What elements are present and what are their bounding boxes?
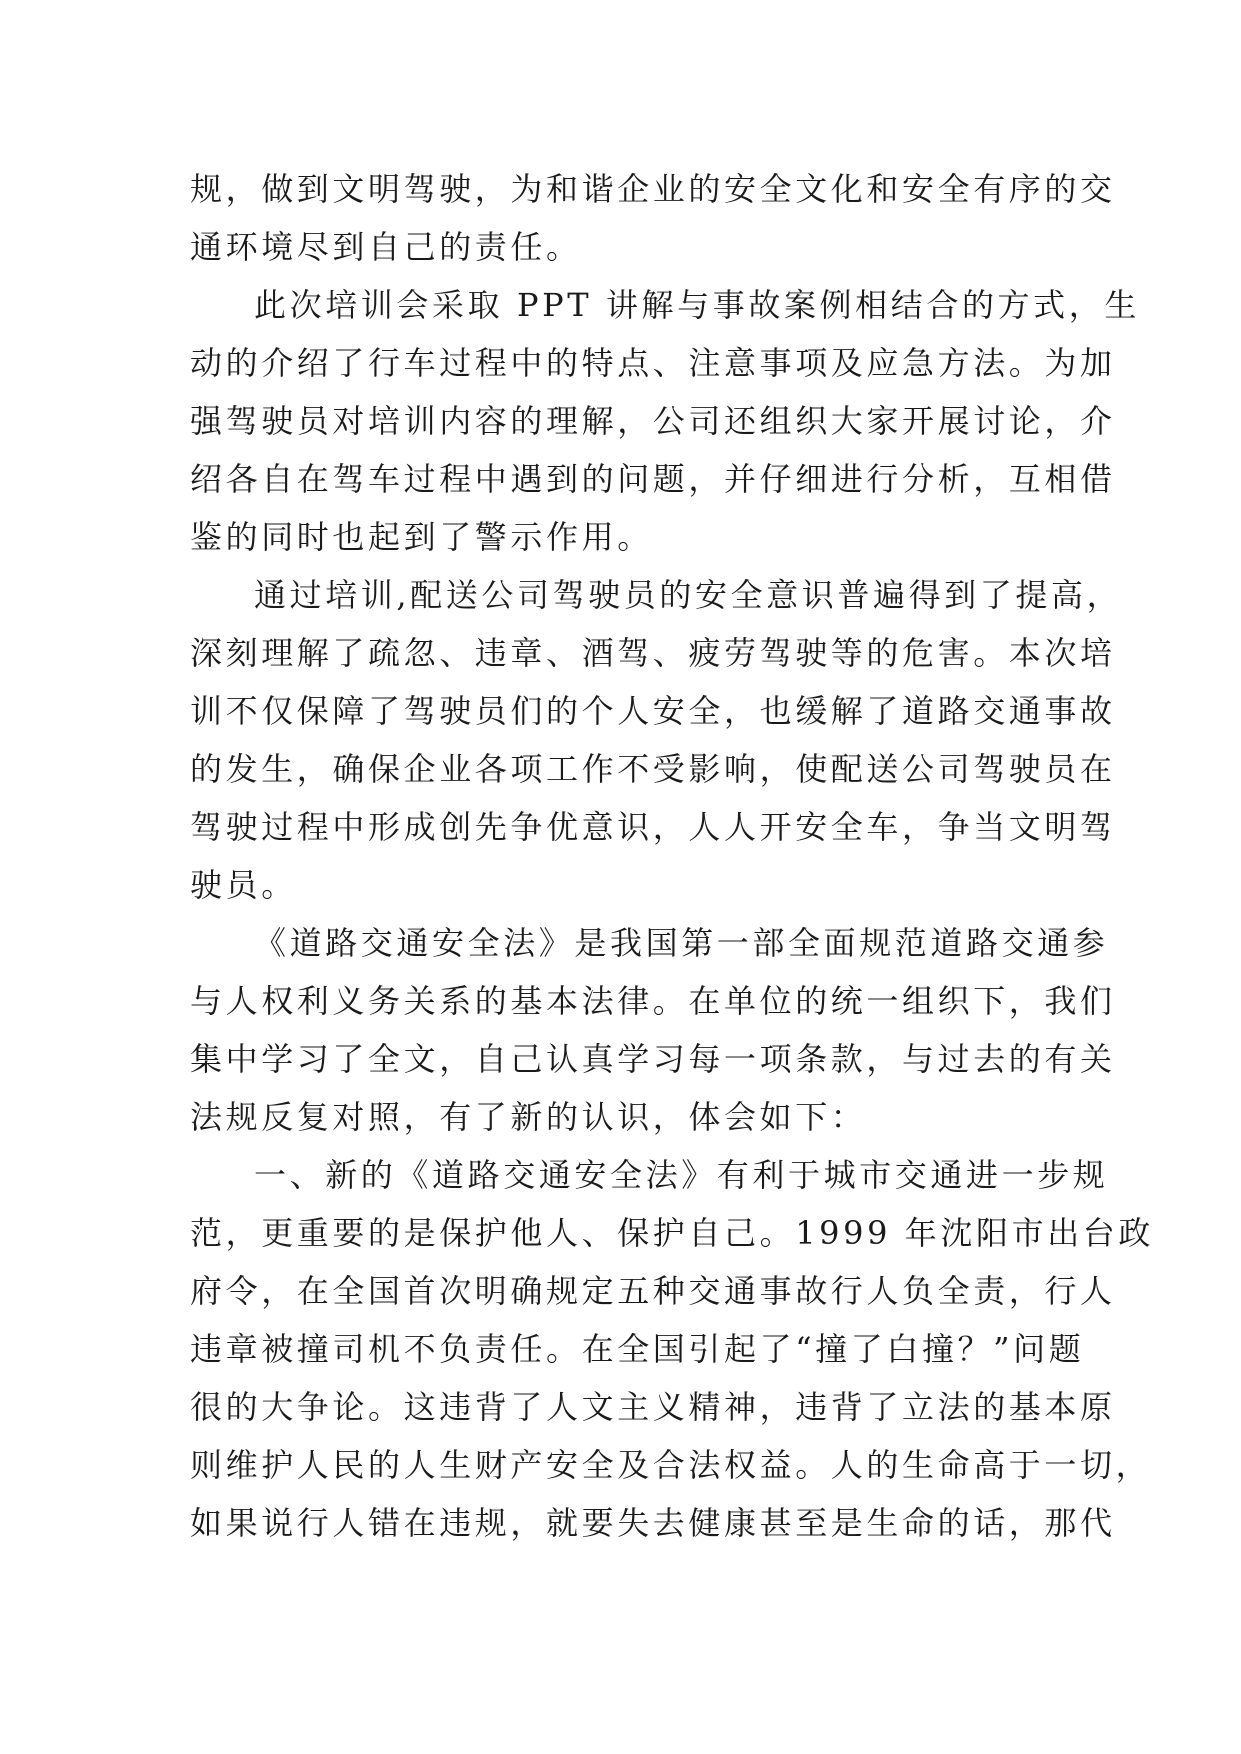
- text-line: 驾驶过程中形成创先争优意识，人人开安全车，争当文明驾: [190, 808, 1116, 846]
- text-line: 通环境尽到自己的责任。: [190, 228, 582, 266]
- text-line: 范，更重要的是保护他人、保护自己。1999 年沈阳市出台政: [190, 1214, 1155, 1252]
- text-line: 绍各自在驾车过程中遇到的问题，并仔细进行分析，互相借: [190, 460, 1116, 498]
- text-line: 通过培训,配送公司驾驶员的安全意识普遍得到了提高，: [254, 576, 1123, 614]
- text-line: 深刻理解了疏忽、违章、酒驾、疲劳驾驶等的危害。本次培: [190, 634, 1116, 672]
- text-line: 训不仅保障了驾驶员们的个人安全，也缓解了道路交通事故: [190, 692, 1116, 730]
- text-line: 规，做到文明驾驶，为和谐企业的安全文化和安全有序的交: [190, 170, 1116, 208]
- text-line: 则维护人民的人生财产安全及合法权益。人的生命高于一切，: [190, 1446, 1152, 1484]
- text-line: 驶员。: [190, 866, 297, 904]
- text-line: 法规反复对照，有了新的认识，体会如下：: [190, 1098, 867, 1136]
- text-line: 集中学习了全文，自己认真学习每一项条款，与过去的有关: [190, 1040, 1116, 1078]
- text-line: 一、新的《道路交通安全法》有利于城市交通进一步规: [254, 1156, 1109, 1194]
- text-line: 强驾驶员对培训内容的理解，公司还组织大家开展讨论，介: [190, 402, 1116, 440]
- text-line: 鉴的同时也起到了警示作用。: [190, 518, 653, 556]
- text-line: 与人权利义务关系的基本法律。在单位的统一组织下，我们: [190, 982, 1116, 1020]
- text-line: 违章被撞司机不负责任。在全国引起了“撞了白撞？”问题: [190, 1330, 1085, 1368]
- text-line: 的发生，确保企业各项工作不受影响，使配送公司驾驶员在: [190, 750, 1116, 788]
- text-line: 府令，在全国首次明确规定五种交通事故行人负全责，行人: [190, 1272, 1116, 1310]
- text-line: 《道路交通安全法》是我国第一部全面规范道路交通参: [254, 924, 1109, 962]
- text-line: 很的大争论。这违背了人文主义精神，违背了立法的基本原: [190, 1388, 1116, 1426]
- document-body: [190, 160, 1155, 1552]
- text-line: 此次培训会采取 PPT 讲解与事故案例相结合的方式，生: [254, 286, 1140, 324]
- text-line: 动的介绍了行车过程中的特点、注意事项及应急方法。为加: [190, 344, 1116, 382]
- text-line: 如果说行人错在违规，就要失去健康甚至是生命的话，那代: [190, 1504, 1116, 1542]
